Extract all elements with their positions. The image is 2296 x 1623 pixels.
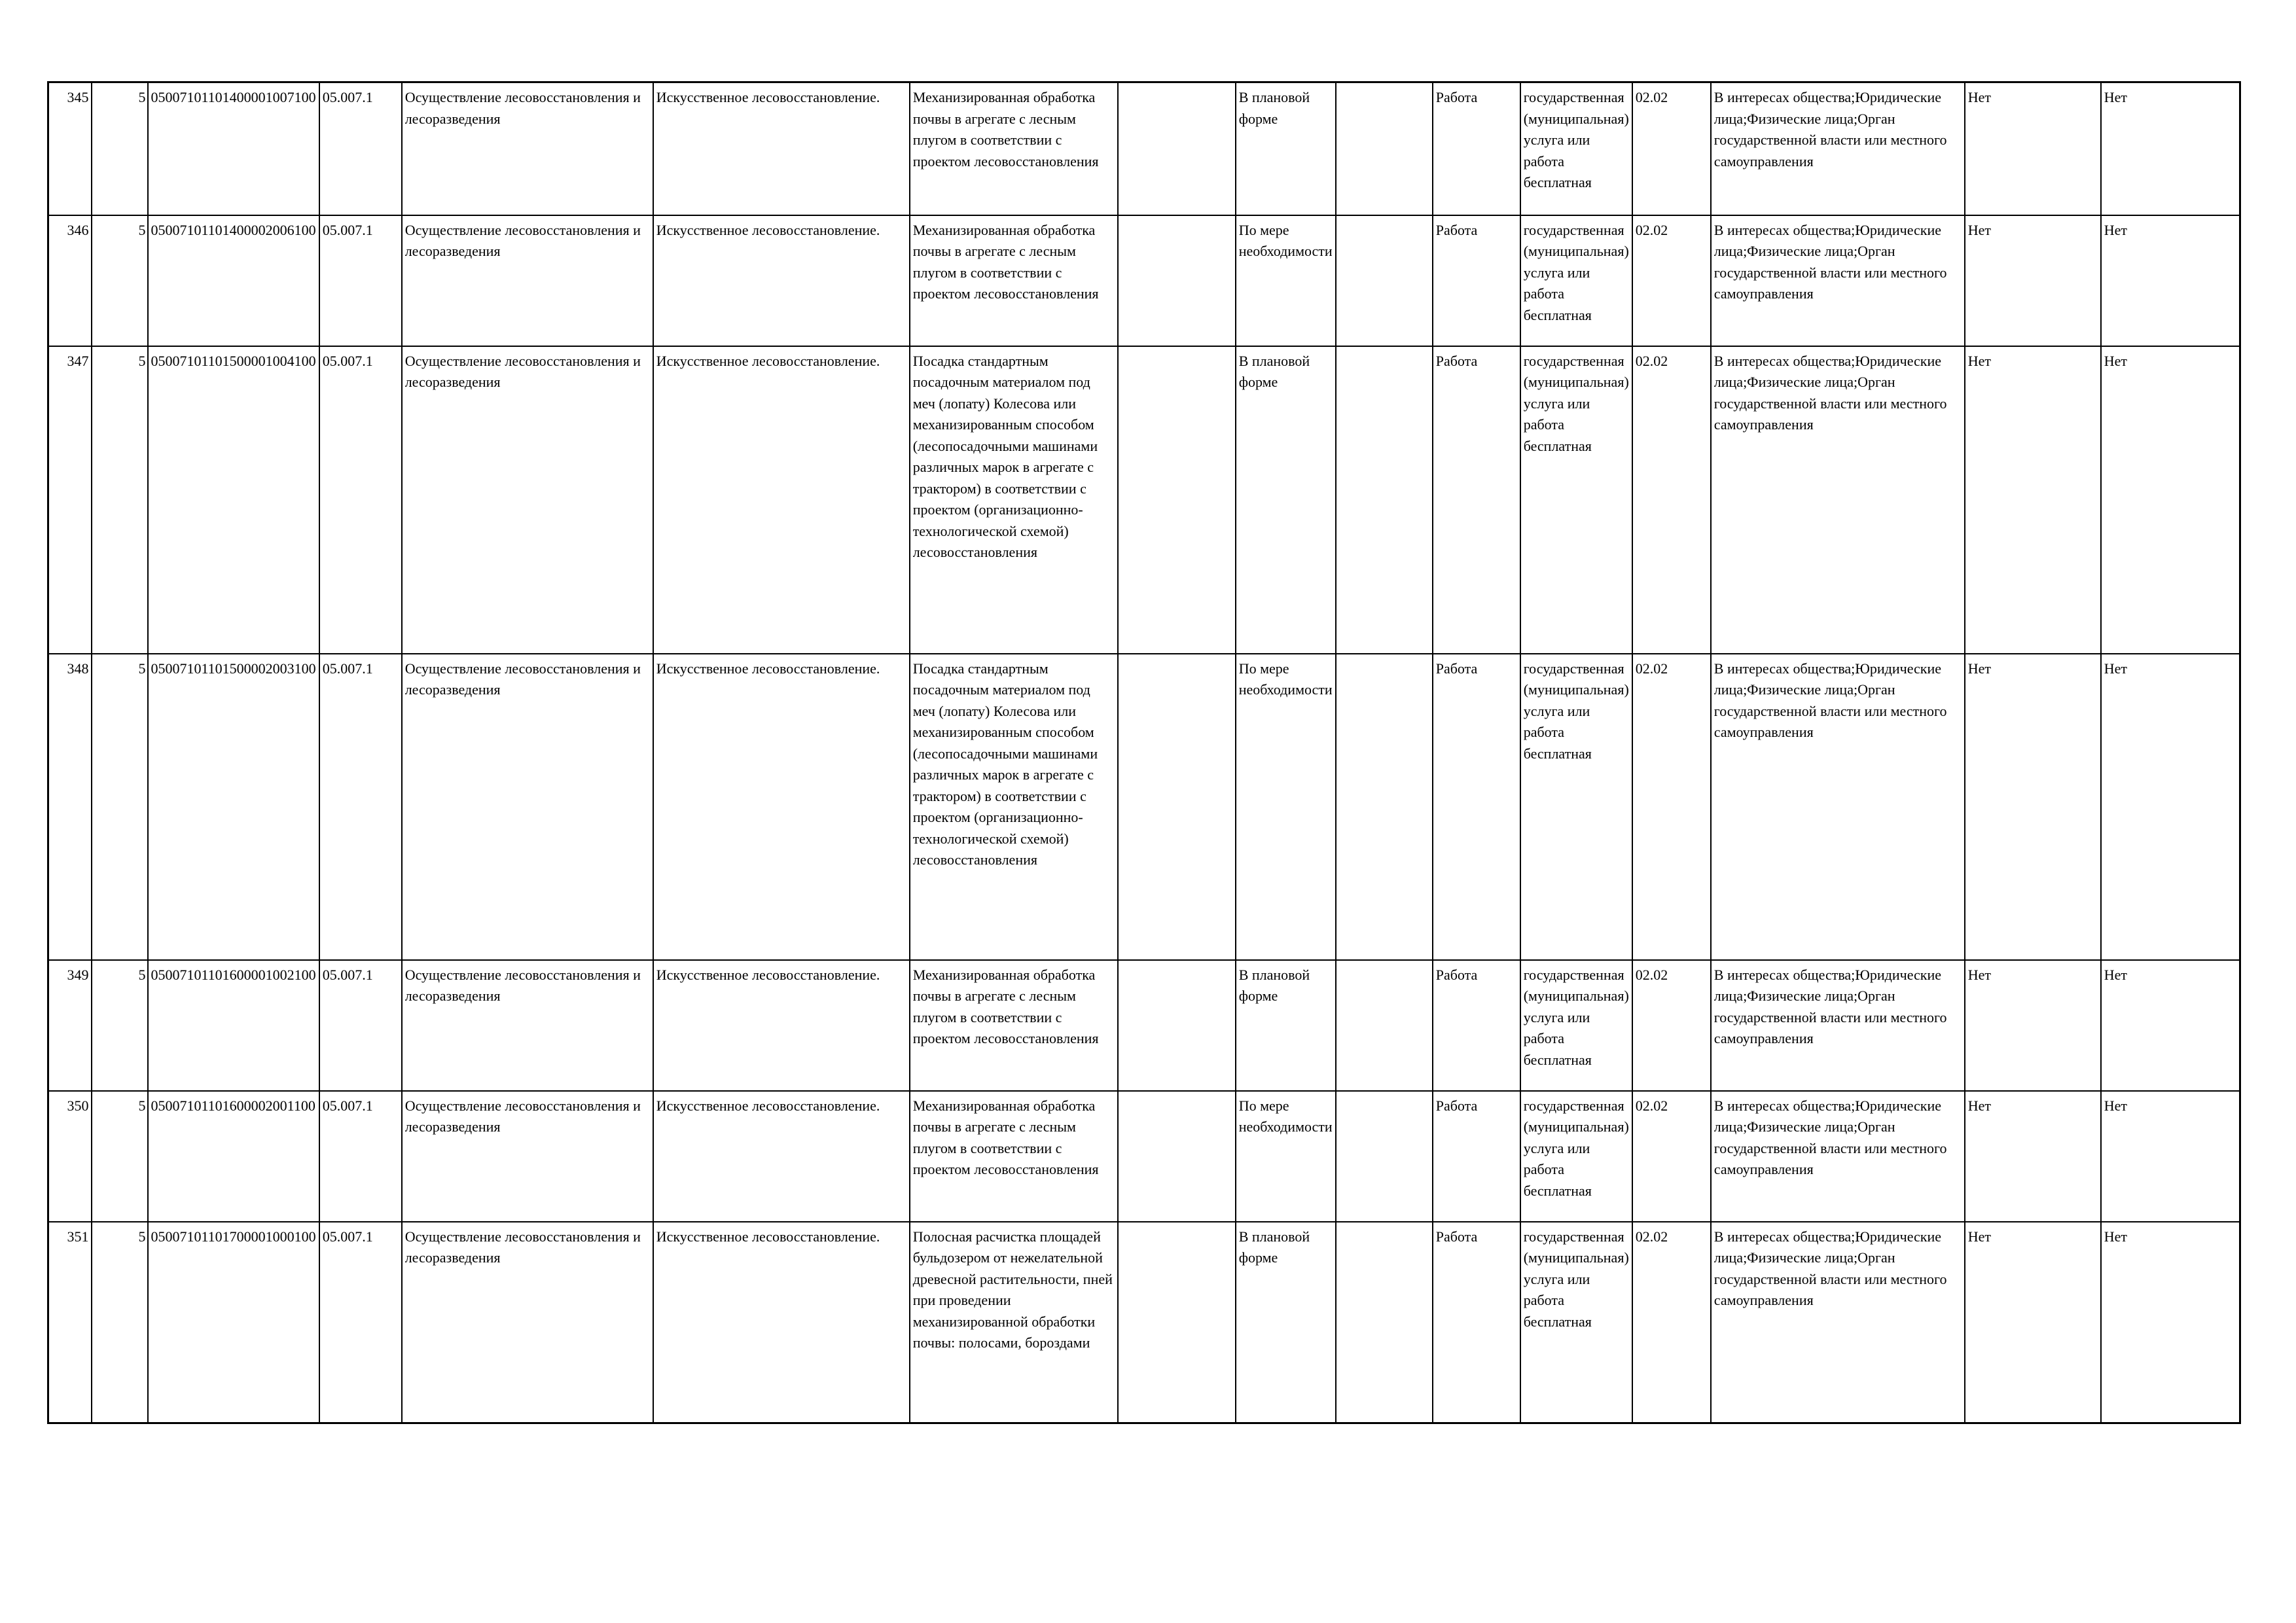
form-cell	[1236, 654, 1336, 960]
service-name-text: Осуществление лесовосстановления и лесоразведения	[404, 352, 641, 390]
okved-text: 02.02	[1635, 966, 1668, 983]
payment-cell	[1520, 82, 1632, 215]
level-cell	[92, 1222, 148, 1423]
type-cell	[1433, 346, 1520, 654]
code-text: 05007101101600001002100	[151, 966, 316, 983]
form-text: По мере необходимости	[1238, 1097, 1333, 1135]
form-extra-cell	[1336, 1222, 1433, 1423]
okved-cell	[1632, 1222, 1711, 1423]
flag-cell	[1965, 346, 2101, 654]
okved-cell	[1632, 215, 1711, 346]
table-row	[48, 1222, 2240, 1423]
row-number-text: 351	[67, 1228, 89, 1245]
condition-extra-cell	[1118, 82, 1236, 215]
flag-extra-text: Нет	[2104, 352, 2128, 369]
flag-text: Нет	[1967, 221, 1992, 238]
consumers-cell	[1711, 1222, 1965, 1423]
row-number-cell	[48, 1222, 92, 1423]
section-cell	[319, 82, 402, 215]
code-text: 05007101101400001007100	[151, 89, 316, 105]
section-text: 05.007.1	[322, 1097, 373, 1114]
consumers-text: В интересах общества;Юридические лица;Физические лица;Орган государственной власти или местного самоуправления	[1713, 89, 1947, 169]
form-cell	[1236, 215, 1336, 346]
level-cell	[92, 1091, 148, 1222]
consumers-text: В интересах общества;Юридические лица;Физические лица;Орган государственной власти или местного самоуправления	[1713, 660, 1947, 740]
form-text: По мере необходимости	[1238, 660, 1333, 698]
code-cell	[148, 82, 319, 215]
row-number-text: 348	[67, 660, 89, 677]
content-cell	[653, 654, 910, 960]
code-text: 05007101101600002001100	[151, 1097, 315, 1114]
consumers-cell	[1711, 82, 1965, 215]
consumers-text: В интересах общества;Юридические лица;Физические лица;Орган государственной власти или местного самоуправления	[1713, 1097, 1947, 1177]
consumers-text: В интересах общества;Юридические лица;Физические лица;Орган государственной власти или местного самоуправления	[1713, 352, 1947, 433]
payment-cell	[1520, 1222, 1632, 1423]
service-name-text: Осуществление лесовосстановления и лесоразведения	[404, 660, 641, 698]
content-text: Искусственное лесовосстановление.	[656, 1097, 880, 1114]
section-text: 05.007.1	[322, 352, 373, 369]
table-row	[48, 1091, 2240, 1222]
service-name-text: Осуществление лесовосстановления и лесоразведения	[404, 966, 641, 1004]
payment-cell	[1520, 346, 1632, 654]
level-cell	[92, 654, 148, 960]
section-text: 05.007.1	[322, 660, 373, 677]
content-text: Искусственное лесовосстановление.	[656, 89, 880, 105]
type-cell	[1433, 215, 1520, 346]
okved-cell	[1632, 346, 1711, 654]
code-cell	[148, 1091, 319, 1222]
type-cell	[1433, 960, 1520, 1091]
content-text: Искусственное лесовосстановление.	[656, 1228, 880, 1245]
service-name-text: Осуществление лесовосстановления и лесоразведения	[404, 1228, 641, 1266]
table-row	[48, 215, 2240, 346]
content-cell	[653, 346, 910, 654]
type-text: Работа	[1435, 89, 1478, 105]
code-cell	[148, 960, 319, 1091]
section-text: 05.007.1	[322, 89, 373, 105]
flag-cell	[1965, 960, 2101, 1091]
level-text: 5	[138, 89, 146, 105]
flag-extra-text: Нет	[2104, 1228, 2128, 1245]
content-text: Искусственное лесовосстановление.	[656, 966, 880, 983]
form-cell	[1236, 82, 1336, 215]
form-extra-cell	[1336, 82, 1433, 215]
code-text: 05007101101500002003100	[151, 660, 316, 677]
okved-text: 02.02	[1635, 221, 1668, 238]
form-cell	[1236, 1091, 1336, 1222]
condition-extra-cell	[1118, 654, 1236, 960]
payment-text: государственная (муниципальная) услуга или работа бесплатная	[1523, 89, 1629, 190]
form-cell	[1236, 960, 1336, 1091]
row-number-cell	[48, 82, 92, 215]
section-text: 05.007.1	[322, 221, 373, 238]
flag-extra-cell	[2101, 215, 2240, 346]
consumers-cell	[1711, 654, 1965, 960]
condition-text: Посадка стандартным посадочным материалом под меч (лопату) Колесова или механизированным способом (лесопосадочными машинами различных марок в агрегате с трактором) в соответствии с проектом (организационно-технологической схемой) лесовосстановления	[912, 352, 1098, 560]
code-cell	[148, 1222, 319, 1423]
section-cell	[319, 346, 402, 654]
flag-cell	[1965, 1222, 2101, 1423]
type-cell	[1433, 1222, 1520, 1423]
service-name-text: Осуществление лесовосстановления и лесоразведения	[404, 89, 641, 127]
code-text: 05007101101500001004100	[151, 352, 316, 369]
level-cell	[92, 82, 148, 215]
consumers-cell	[1711, 1091, 1965, 1222]
service-name-text: Осуществление лесовосстановления и лесоразведения	[404, 221, 641, 259]
service-name-text: Осуществление лесовосстановления и лесоразведения	[404, 1097, 641, 1135]
okved-text: 02.02	[1635, 660, 1668, 677]
condition-cell	[910, 215, 1118, 346]
row-number-text: 345	[67, 89, 89, 105]
okved-text: 02.02	[1635, 1097, 1668, 1114]
service-name-cell	[402, 1091, 653, 1222]
flag-extra-cell	[2101, 82, 2240, 215]
content-text: Искусственное лесовосстановление.	[656, 221, 880, 238]
condition-text: Полосная расчистка площадей бульдозером от нежелательной древесной растительности, пней при проведении механизированной обработки почвы: полосами, бороздами	[912, 1228, 1113, 1351]
section-text: 05.007.1	[322, 966, 373, 983]
flag-extra-cell	[2101, 654, 2240, 960]
condition-text: Механизированная обработка почвы в агрегате с лесным плугом в соответствии с проектом лесовосстановления	[912, 966, 1099, 1046]
consumers-text: В интересах общества;Юридические лица;Физические лица;Орган государственной власти или местного самоуправления	[1713, 966, 1947, 1046]
level-text: 5	[138, 1228, 146, 1245]
content-text: Искусственное лесовосстановление.	[656, 660, 880, 677]
flag-text: Нет	[1967, 352, 1992, 369]
condition-text: Механизированная обработка почвы в агрегате с лесным плугом в соответствии с проектом лесовосстановления	[912, 221, 1099, 302]
flag-text: Нет	[1967, 89, 1992, 105]
section-cell	[319, 654, 402, 960]
flag-extra-cell	[2101, 1222, 2240, 1423]
code-cell	[148, 654, 319, 960]
payment-text: государственная (муниципальная) услуга или работа бесплатная	[1523, 660, 1629, 762]
okved-text: 02.02	[1635, 1228, 1668, 1245]
okved-text: 02.02	[1635, 352, 1668, 369]
condition-text: Механизированная обработка почвы в агрегате с лесным плугом в соответствии с проектом лесовосстановления	[912, 89, 1099, 169]
consumers-cell	[1711, 215, 1965, 346]
level-cell	[92, 346, 148, 654]
type-text: Работа	[1435, 1097, 1478, 1114]
services-table	[47, 81, 2241, 1424]
type-text: Работа	[1435, 221, 1478, 238]
row-number-text: 346	[67, 221, 89, 238]
condition-text: Механизированная обработка почвы в агрегате с лесным плугом в соответствии с проектом лесовосстановления	[912, 1097, 1099, 1177]
level-cell	[92, 960, 148, 1091]
service-name-cell	[402, 82, 653, 215]
table-body	[48, 82, 2240, 1423]
payment-text: государственная (муниципальная) услуга или работа бесплатная	[1523, 221, 1629, 323]
condition-cell	[910, 82, 1118, 215]
flag-text: Нет	[1967, 1097, 1992, 1114]
flag-extra-text: Нет	[2104, 966, 2128, 983]
condition-cell	[910, 654, 1118, 960]
okved-text: 02.02	[1635, 89, 1668, 105]
okved-cell	[1632, 1091, 1711, 1222]
level-text: 5	[138, 966, 146, 983]
service-name-cell	[402, 1222, 653, 1423]
payment-cell	[1520, 654, 1632, 960]
content-text: Искусственное лесовосстановление.	[656, 352, 880, 369]
condition-extra-cell	[1118, 215, 1236, 346]
okved-cell	[1632, 960, 1711, 1091]
payment-text: государственная (муниципальная) услуга или работа бесплатная	[1523, 1228, 1629, 1330]
condition-extra-cell	[1118, 1222, 1236, 1423]
service-name-cell	[402, 960, 653, 1091]
flag-cell	[1965, 654, 2101, 960]
section-cell	[319, 960, 402, 1091]
condition-cell	[910, 1091, 1118, 1222]
code-cell	[148, 346, 319, 654]
row-number-cell	[48, 215, 92, 346]
flag-text: Нет	[1967, 966, 1992, 983]
consumers-cell	[1711, 346, 1965, 654]
form-text: В плановой форме	[1238, 966, 1310, 1004]
form-extra-cell	[1336, 960, 1433, 1091]
flag-cell	[1965, 1091, 2101, 1222]
table-row	[48, 654, 2240, 960]
table-row	[48, 960, 2240, 1091]
flag-text: Нет	[1967, 1228, 1992, 1245]
service-name-cell	[402, 215, 653, 346]
form-text: В плановой форме	[1238, 89, 1310, 127]
flag-extra-cell	[2101, 346, 2240, 654]
flag-extra-cell	[2101, 1091, 2240, 1222]
code-text: 05007101101400002006100	[151, 221, 316, 238]
flag-cell	[1965, 215, 2101, 346]
table-row	[48, 82, 2240, 215]
flag-extra-cell	[2101, 960, 2240, 1091]
okved-cell	[1632, 654, 1711, 960]
section-cell	[319, 1222, 402, 1423]
form-text: В плановой форме	[1238, 1228, 1310, 1266]
section-text: 05.007.1	[322, 1228, 373, 1245]
row-number-text: 350	[67, 1097, 89, 1114]
level-text: 5	[138, 660, 146, 677]
level-text: 5	[138, 1097, 146, 1114]
form-extra-cell	[1336, 215, 1433, 346]
type-cell	[1433, 1091, 1520, 1222]
form-text: По мере необходимости	[1238, 221, 1333, 259]
row-number-cell	[48, 1091, 92, 1222]
form-extra-cell	[1336, 346, 1433, 654]
table-row	[48, 346, 2240, 654]
content-cell	[653, 1222, 910, 1423]
payment-text: государственная (муниципальная) услуга или работа бесплатная	[1523, 352, 1629, 454]
payment-text: государственная (муниципальная) услуга или работа бесплатная	[1523, 1097, 1629, 1199]
section-cell	[319, 1091, 402, 1222]
form-extra-cell	[1336, 654, 1433, 960]
condition-extra-cell	[1118, 346, 1236, 654]
row-number-cell	[48, 346, 92, 654]
code-text: 05007101101700001000100	[151, 1228, 316, 1245]
condition-text: Посадка стандартным посадочным материалом под меч (лопату) Колесова или механизированным способом (лесопосадочными машинами различных марок в агрегате с трактором) в соответствии с проектом (организационно-технологической схемой) лесовосстановления	[912, 660, 1098, 868]
flag-extra-text: Нет	[2104, 89, 2128, 105]
form-cell	[1236, 346, 1336, 654]
service-name-cell	[402, 654, 653, 960]
content-cell	[653, 1091, 910, 1222]
consumers-text: В интересах общества;Юридические лица;Физические лица;Орган государственной власти или местного самоуправления	[1713, 221, 1947, 302]
consumers-text: В интересах общества;Юридические лица;Физические лица;Орган государственной власти или местного самоуправления	[1713, 1228, 1947, 1308]
section-cell	[319, 215, 402, 346]
payment-cell	[1520, 215, 1632, 346]
condition-cell	[910, 1222, 1118, 1423]
level-text: 5	[138, 352, 146, 369]
condition-cell	[910, 346, 1118, 654]
condition-extra-cell	[1118, 960, 1236, 1091]
row-number-cell	[48, 960, 92, 1091]
type-text: Работа	[1435, 1228, 1478, 1245]
content-cell	[653, 960, 910, 1091]
condition-cell	[910, 960, 1118, 1091]
content-cell	[653, 82, 910, 215]
condition-extra-cell	[1118, 1091, 1236, 1222]
payment-text: государственная (муниципальная) услуга или работа бесплатная	[1523, 966, 1629, 1068]
row-number-text: 349	[67, 966, 89, 983]
form-text: В плановой форме	[1238, 352, 1310, 390]
payment-cell	[1520, 1091, 1632, 1222]
form-cell	[1236, 1222, 1336, 1423]
level-cell	[92, 215, 148, 346]
flag-extra-text: Нет	[2104, 221, 2128, 238]
code-cell	[148, 215, 319, 346]
row-number-text: 347	[67, 352, 89, 369]
type-cell	[1433, 654, 1520, 960]
level-text: 5	[138, 221, 146, 238]
flag-text: Нет	[1967, 660, 1992, 677]
type-text: Работа	[1435, 966, 1478, 983]
payment-cell	[1520, 960, 1632, 1091]
type-text: Работа	[1435, 352, 1478, 369]
service-name-cell	[402, 346, 653, 654]
type-cell	[1433, 82, 1520, 215]
type-text: Работа	[1435, 660, 1478, 677]
flag-extra-text: Нет	[2104, 660, 2128, 677]
content-cell	[653, 215, 910, 346]
form-extra-cell	[1336, 1091, 1433, 1222]
row-number-cell	[48, 654, 92, 960]
consumers-cell	[1711, 960, 1965, 1091]
okved-cell	[1632, 82, 1711, 215]
flag-cell	[1965, 82, 2101, 215]
flag-extra-text: Нет	[2104, 1097, 2128, 1114]
